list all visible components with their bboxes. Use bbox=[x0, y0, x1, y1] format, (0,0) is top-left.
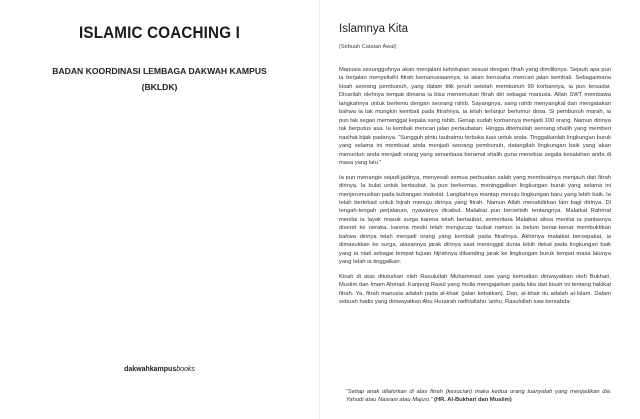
publisher-name: dakwahkampus bbox=[124, 366, 177, 373]
paragraph: Manusia sesungguhnya akan menjalani kehidupan sesuai dengan fitrah yang dimilikinya. Sejauh apa pun ia berjalan menyelisihi fitrah kemanusiaannya, ia akan berusaha mencari jalan kembali. Sebagaimana kisah seorang pembunuh, yang dalam titik jenuh setelah membunuh 99 korbannya, ia pun tersadar. Dicarilah olehnya tempat dimana ia bisa menemukan fitrah diri sebagai manusia. Allah SWT membawa langkahnya untuk bertemu dengan seorang rahib. Sayangnya, sang rahib menyangkal dan mengatakan bahwa ia tak mungkin kembali pada fitrahnya, ia telah terlanjur berlumur dosa. Si pembunuh marah, ia pun tak segan memenggal kepala sang rahib. Genap sudah korbannya menjadi 100 orang. Namun dirinya tak berputus asa. Ia kembali mencari jalan pertaubatan. Hingga ditemuilah seorang shalih yang memberi nasihat bijak padanya. “Sungguh pintu taubatmu terbuka luas untuk anda. Tinggalkanlah lingkungan buruk yang selama ini membuat anda menjadi seorang pembunuh, datangilah lingkungan baik yang akan menuntun anda menjadi orang yang senantiasa beramal shalih guna menebus segala kesalahan anda di masa yang lalu.” bbox=[339, 67, 611, 166]
publisher-logo bbox=[0, 366, 319, 373]
publisher-suffix: books bbox=[176, 366, 195, 373]
cover-organization: BADAN KOORDINASI LEMBAGA DAKWAH KAMPUS bbox=[52, 66, 267, 76]
cover-abbreviation: (BKLDK) bbox=[141, 82, 178, 92]
quote-text: “Setiap anak dilahirkan di atas fitrah (kesucian) maka kedua orang tuanyalah yang menjadikan dia Yahudi atau Nasrani atau Majusi.” bbox=[346, 389, 610, 404]
cover-title: ISLAMIC COACHING I bbox=[78, 24, 240, 42]
paragraph: Kisah di atas dituturkan oleh Rasulullah Muhammad saw yang kemudian diriwayatkan oleh Bukhari, Muslim dan Imam Ahmad. Kanjeng Rasul yang mulia mengajarkan pada kita dari kisah ini tentang hakikat fitrah. Ya, fitrah manusia adalah pada al-khair (jalan kebaikan). Dan, al-khair itu adalah al-Islam. Dalam sebuah hadis yang diriwayatkan Abu Hurairah radhiallahu ‘anhu, Rasulullah saw bersabda: bbox=[339, 273, 611, 306]
hadith-quote bbox=[346, 388, 610, 405]
chapter-title: Islamnya Kita bbox=[339, 23, 409, 35]
paragraph: Ia pun menangis sejadi-jadinya, menyesali semua perbuatan salah yang membuatnya menjauh dari fitrah dirinya. Ia bulat untuk bertaubat. Ia pun berkemas, meninggalkan lingkungan buruk yang selama ini menjerumuskan pada kubangan maksiat. Langkahnya mantap menuju lingkungan baru yang lebih baik. Ia telah bertekad untuk hijrah menuju dirinya yang fitrah. Namun Allah menakdirkan lain bagi dirinya. Di tengah-tengah perjalanan, nyawanya dicabut. Malaikat pun berselisih tentangnya. Malaikat Rahmat menilai ia layak masuk surga karena telah bertaubat, sementara Malaikat siksa menilai ia pantasnya diseret ke neraka, karena meski telah mengucap taubat namun ia belum benar-benar membuktikan bahwa dirinya telah menjadi orang yang kembali pada fitrahnya. Akhirnya malaikat bersepakat, ia dimasukkan ke surga, alasannya jarak dirinya saat meninggal dunia lebih dekat pada lingkungan baik yang ia niati sebagai tempat tujuan hijrahnya dibanding jarak ke lingkungan buruk tempat masa lalunya yang telah ia tinggalkan. bbox=[339, 174, 611, 266]
quote-source: (HR. Al-Bukhari dan Muslim) bbox=[434, 397, 512, 404]
chapter-subtitle: (Sebuah Catatan Awal) bbox=[339, 44, 397, 50]
chapter-body bbox=[339, 66, 611, 313]
